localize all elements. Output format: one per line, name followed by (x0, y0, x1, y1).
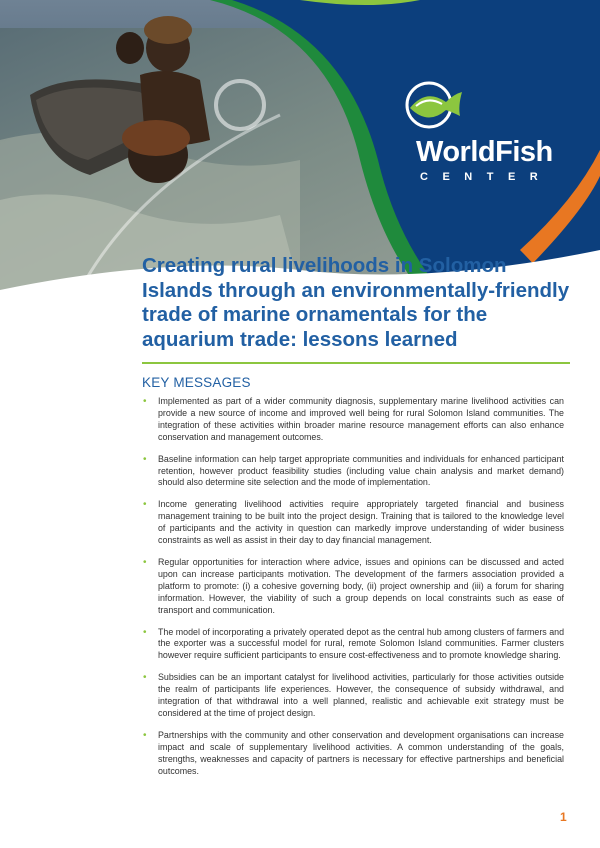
key-message-text: Implemented as part of a wider community diagnosis, supplementary marine livelihood activities can provide a new source of income and improved well being for rural Solomon Island communities. The integration of these activities within broader marine resource management efforts can also enhance conservation and management outcomes. (158, 396, 564, 442)
bullet-icon: • (143, 499, 147, 511)
title-divider (142, 362, 570, 364)
key-messages-heading: KEY MESSAGES (142, 375, 251, 390)
list-item (142, 396, 564, 444)
key-message-text: Income generating livelihood activities require appropriately targeted financial and business management training to be built into the project design. Training that is tailored to the knowledge level of participants and the activity in question can markedly improve understanding of wider business constraints as well as assist in their day to day financial management. (158, 499, 564, 546)
list-item (142, 454, 564, 490)
key-message-text: The model of incorporating a privately operated depot as the central hub among clusters of farmers and the exporter was a successful model for rural, remote Solomon Island communities. Farmer clusters however require sufficient participants to ensure cost-effectiveness and to promote knowledge sharing. (158, 626, 565, 661)
document-title: Creating rural livelihoods in Solomon Islands through an environmentally-friendly trade of marine ornamentals for the aquarium trade: lessons learned (142, 254, 570, 351)
key-message-text: Baseline information can help target appropriate communities and individuals for enhanced participant retention, however product feasibility studies (including value chain analysis and market demand) should also determine site selection and the mode of implementation. (158, 453, 564, 488)
key-messages-list (142, 396, 564, 787)
key-message-text: Partnerships with the community and other conservation and development organisations can increase impact and scale of supplementary livelihood activities. A common understanding of the goals, strengths, weaknesses and capacity of partners is necessary for effective partnerships and beneficial outcomes. (158, 729, 564, 776)
key-message-text: Regular opportunities for interaction where advice, issues and opinions can be discussed and acted upon can increase participants motivation. The development of the farmers association provided a platform to promote: (i) a cohesive governing body, (ii) project ownership and (iii) a forum for sharing information. However, the viability of such a group depends on local constraints such as ease of transport and communication. (158, 556, 564, 615)
bullet-icon: • (143, 556, 147, 568)
worldfish-logo (402, 80, 582, 183)
header-banner (0, 0, 600, 290)
bullet-icon: • (143, 626, 147, 638)
fish-icon (402, 80, 464, 130)
list-item (142, 499, 564, 547)
bullet-icon: • (143, 672, 147, 684)
bullet-icon: • (143, 396, 147, 407)
logo-name: WorldFish (416, 136, 553, 168)
page-number: 1 (560, 810, 567, 824)
list-item (142, 672, 564, 720)
list-item (142, 730, 564, 778)
key-message-text: Subsidies can be an important catalyst for livelihood activities, particularly for those activities outside the realm of participants life experiences. However, the consequence of subsidy withdrawal, and integration of that withdrawal into a well planned, realistic and achievable exit strategy must be considered at the time of project design. (158, 672, 564, 718)
bullet-icon: • (143, 729, 147, 741)
list-item (142, 627, 564, 663)
list-item (142, 557, 564, 617)
logo-subtitle: CENTER (420, 171, 553, 183)
bullet-icon: • (143, 453, 147, 465)
